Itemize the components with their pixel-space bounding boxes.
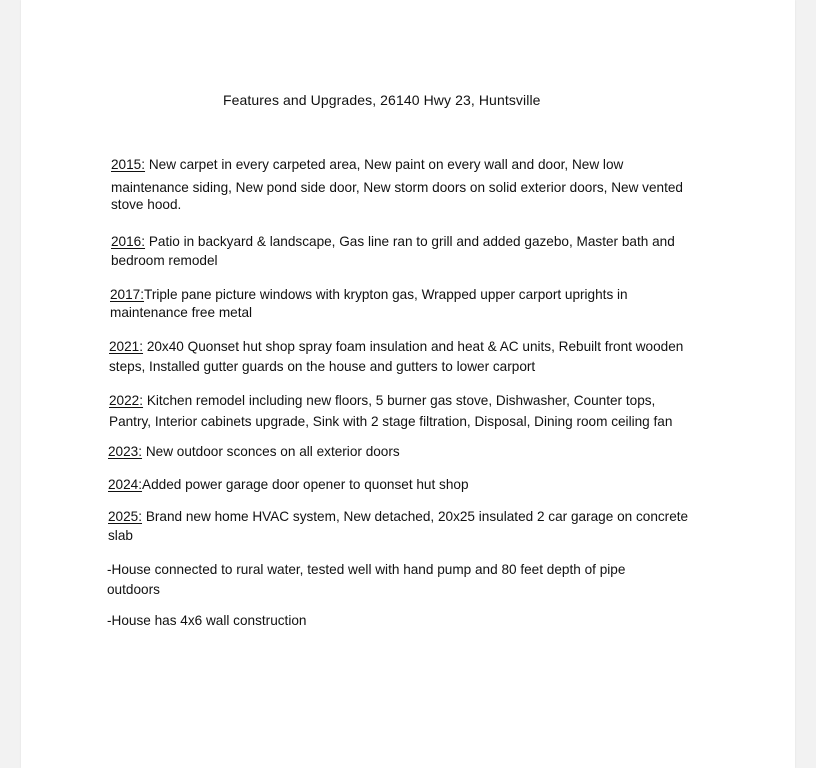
document-page [21,0,795,768]
entry-text: steps, Installed gutter guards on the house and gutters to lower carport [109,358,536,374]
entry-2023 [108,442,400,462]
entry-text: Brand new home HVAC system, New detached, 20x25 insulated 2 car garage on concrete [145,509,689,524]
entry-text: slab [108,527,133,543]
entry-line [111,232,675,252]
entry-text: New carpet in every carpeted area, New paint on every wall and door, New low [148,157,624,172]
entry-year: 2016: [111,234,146,249]
entry-year: 2024: [108,477,143,492]
entry-line [108,507,688,527]
note-text: outdoors [107,581,160,597]
entry-text: Patio in backyard & landscape, Gas line ran to grill and added gazebo, Master bath and [148,234,675,249]
entry-text: bedroom remodel [111,252,218,268]
note-text: -House has 4x6 wall construction [107,613,307,628]
entry-year: 2025: [108,509,143,524]
entry-2025 [108,507,688,545]
entry-line [108,475,469,495]
entry-line [109,391,672,411]
entry-text: Kitchen remodel including new floors, 5 burner gas stove, Dishwasher, Counter tops, [146,393,656,408]
note-wall-construction [107,611,306,631]
entry-text: Triple pane picture windows with krypton gas, Wrapped upper carport uprights in [144,287,628,302]
entry-2024 [108,475,469,495]
entry-year: 2021: [109,339,144,354]
entry-line [109,337,683,357]
entry-year: 2017: [110,287,145,302]
entry-line [111,155,683,175]
entry-2015 [111,155,683,215]
entry-text: Added power garage door opener to quonset hut shop [142,477,469,492]
entry-year: 2015: [111,157,146,172]
entry-2017 [110,285,628,322]
entry-text: maintenance free metal [110,304,253,320]
entry-text: Pantry, Interior cabinets upgrade, Sink with 2 stage filtration, Disposal, Dining room ceiling fan [109,413,673,429]
note-text: -House connected to rural water, tested well with hand pump and 80 feet depth of pipe [107,562,626,577]
entry-year: 2022: [109,393,144,408]
entry-text: maintenance siding, New pond side door, New storm doors on solid exterior doors, New vented [111,179,683,195]
entry-2022 [109,391,672,431]
entry-line [108,442,400,462]
entry-text: 20x40 Quonset hut shop spray foam insulation and heat & AC units, Rebuilt front wooden [146,339,684,354]
note-rural-water [107,560,625,599]
document-title: Features and Upgrades, 26140 Hwy 23, Huntsville [223,92,541,108]
entry-line [110,285,628,305]
entry-year: 2023: [108,444,143,459]
entry-text: stove hood. [111,197,182,212]
entry-2016 [111,232,675,270]
entry-text: New outdoor sconces on all exterior doors [145,444,400,459]
entry-2021 [109,337,683,376]
